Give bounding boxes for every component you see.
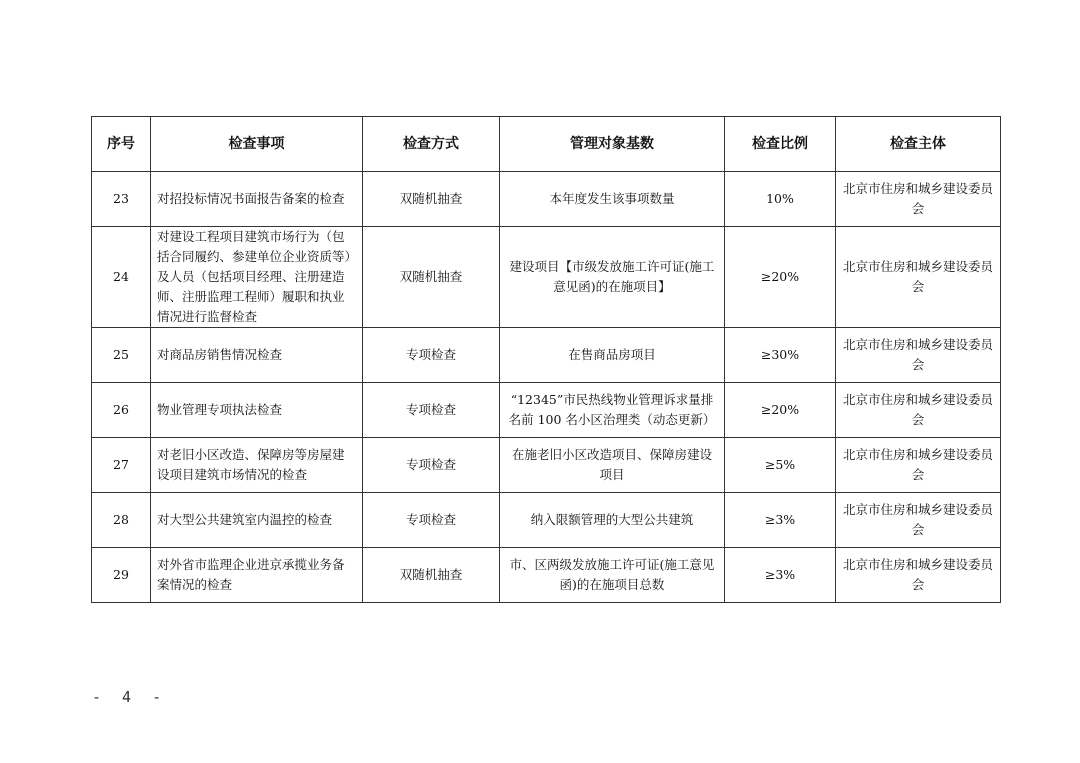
cell-base: 建设项目【市级发放施工许可证(施工意见函)的在施项目】: [500, 227, 725, 328]
table-row: [92, 383, 1001, 438]
cell-ratio: ≥20%: [725, 383, 836, 438]
header-base: 管理对象基数: [500, 117, 725, 172]
cell-serial: 28: [92, 493, 151, 548]
cell-serial: 26: [92, 383, 151, 438]
cell-serial: 23: [92, 172, 151, 227]
cell-subject: 北京市住房和城乡建设委员会: [836, 383, 1001, 438]
cell-item: 对建设工程项目建筑市场行为（包括合同履约、参建单位企业资质等）及人员（包括项目经理、注册建造师、注册监理工程师）履职和执业情况进行监督检查: [151, 227, 363, 328]
header-method: 检查方式: [363, 117, 500, 172]
cell-method: 双随机抽查: [363, 227, 500, 328]
cell-serial: 24: [92, 227, 151, 328]
cell-subject: 北京市住房和城乡建设委员会: [836, 438, 1001, 493]
cell-item: 对大型公共建筑室内温控的检查: [151, 493, 363, 548]
cell-ratio: ≥5%: [725, 438, 836, 493]
cell-method: 专项检查: [363, 438, 500, 493]
table-row: [92, 548, 1001, 603]
table-row: [92, 172, 1001, 227]
cell-serial: 25: [92, 328, 151, 383]
header-ratio: 检查比例: [725, 117, 836, 172]
cell-ratio: ≥30%: [725, 328, 836, 383]
page-number: - 4 -: [92, 688, 168, 706]
cell-serial: 27: [92, 438, 151, 493]
cell-item: 对老旧小区改造、保障房等房屋建设项目建筑市场情况的检查: [151, 438, 363, 493]
table-row: [92, 438, 1001, 493]
table-row: [92, 328, 1001, 383]
cell-method: 专项检查: [363, 328, 500, 383]
cell-method: 专项检查: [363, 493, 500, 548]
cell-ratio: ≥20%: [725, 227, 836, 328]
cell-ratio: ≥3%: [725, 493, 836, 548]
cell-item: 物业管理专项执法检查: [151, 383, 363, 438]
table-header-row: [92, 117, 1001, 172]
cell-method: 双随机抽查: [363, 172, 500, 227]
cell-item: 对商品房销售情况检查: [151, 328, 363, 383]
cell-method: 专项检查: [363, 383, 500, 438]
cell-subject: 北京市住房和城乡建设委员会: [836, 328, 1001, 383]
cell-base: “12345”市民热线物业管理诉求量排名前 100 名小区治理类（动态更新）: [500, 383, 725, 438]
cell-base: 在施老旧小区改造项目、保障房建设项目: [500, 438, 725, 493]
cell-base: 在售商品房项目: [500, 328, 725, 383]
cell-item: 对外省市监理企业进京承揽业务备案情况的检查: [151, 548, 363, 603]
inspection-table: [91, 116, 1001, 603]
cell-base: 市、区两级发放施工许可证(施工意见函)的在施项目总数: [500, 548, 725, 603]
cell-subject: 北京市住房和城乡建设委员会: [836, 172, 1001, 227]
cell-ratio: 10%: [725, 172, 836, 227]
header-serial: 序号: [92, 117, 151, 172]
table-row: [92, 493, 1001, 548]
table-row: [92, 227, 1001, 328]
header-item: 检查事项: [151, 117, 363, 172]
cell-item: 对招投标情况书面报告备案的检查: [151, 172, 363, 227]
header-subject: 检查主体: [836, 117, 1001, 172]
cell-ratio: ≥3%: [725, 548, 836, 603]
cell-base: 纳入限额管理的大型公共建筑: [500, 493, 725, 548]
cell-serial: 29: [92, 548, 151, 603]
cell-subject: 北京市住房和城乡建设委员会: [836, 548, 1001, 603]
cell-subject: 北京市住房和城乡建设委员会: [836, 493, 1001, 548]
cell-base: 本年度发生该事项数量: [500, 172, 725, 227]
cell-method: 双随机抽查: [363, 548, 500, 603]
cell-subject: 北京市住房和城乡建设委员会: [836, 227, 1001, 328]
